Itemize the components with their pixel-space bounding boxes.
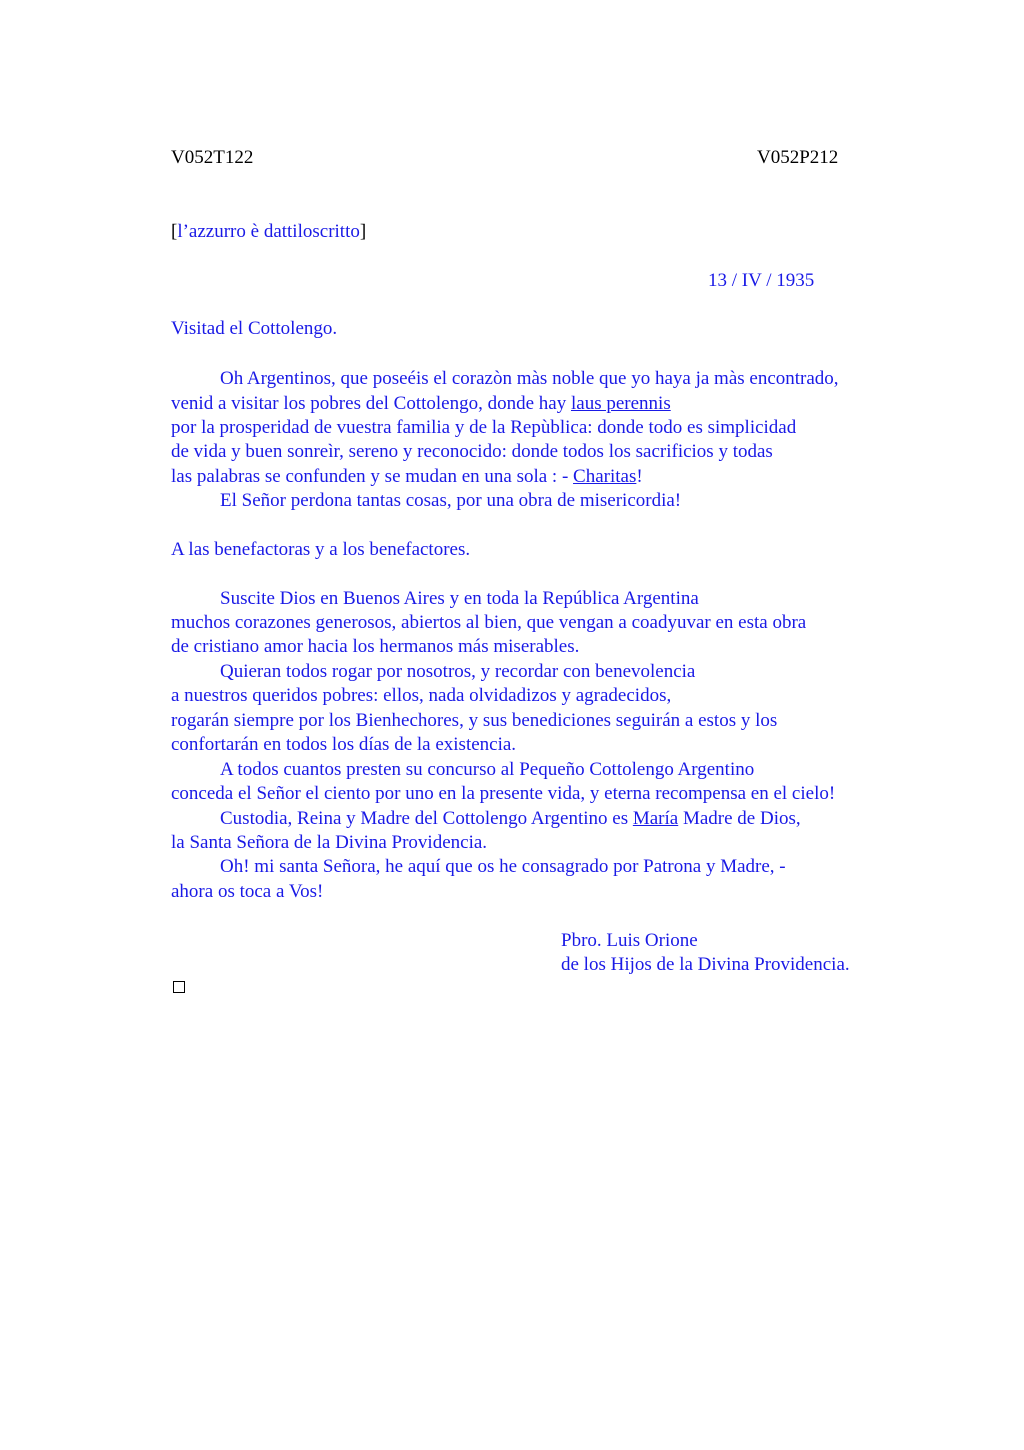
- section1-title: Visitad el Cottolengo.: [171, 318, 338, 339]
- section2-line: rogarán siempre por los Bienhechores, y sus benediciones seguirán a estos y los: [171, 710, 778, 731]
- section2-line: ahora os toca a Vos!: [171, 881, 324, 902]
- section2-line: Suscite Dios en Buenos Aires y en toda la República Argentina: [220, 588, 699, 609]
- signature-name: Pbro. Luis Orione: [561, 930, 698, 951]
- line-text: Custodia, Reina y Madre del Cottolengo Argentino es: [220, 808, 633, 829]
- section2-line: A todos cuantos presten su concurso al Pequeño Cottolengo Argentino: [220, 759, 755, 780]
- underlined-phrase-laus-perennis: laus perennis: [570, 393, 671, 414]
- line-text: Madre de Dios,: [678, 808, 801, 829]
- letter-date: 13 / IV / 1935: [708, 270, 815, 291]
- header-right-code: V052P212: [757, 147, 839, 168]
- section2-line: conceda el Señor el ciento por uno en la presente vida, y eterna recompensa en el cielo!: [171, 783, 836, 804]
- end-marker-square: [173, 981, 185, 993]
- line-text: venid a visitar los pobres del Cottolengo, donde hay: [171, 393, 571, 414]
- section2-line: Oh! mi santa Señora, he aquí que os he consagrado por Patrona y Madre, -: [220, 856, 786, 877]
- underlined-word-maria: María: [632, 808, 679, 829]
- section2-line: Quieran todos rogar por nosotros, y recordar con benevolencia: [220, 661, 696, 682]
- section1-line: por la prosperidad de vuestra familia y de la Repùblica: donde todo es simplicidad: [171, 417, 797, 438]
- section2-line: la Santa Señora de la Divina Providencia.: [171, 832, 488, 853]
- note-close-bracket: ]: [359, 221, 367, 242]
- note-text: l’azzurro è dattiloscritto: [177, 221, 360, 242]
- editorial-note: [171, 220, 366, 244]
- signature-affiliation: de los Hijos de la Divina Providencia.: [561, 954, 850, 975]
- section1-line: [171, 465, 643, 489]
- line-text: !: [636, 466, 643, 487]
- section2-line: muchos corazones generosos, abiertos al bien, que vengan a coadyuvar en esta obra: [171, 612, 807, 633]
- line-text: las palabras se confunden y se mudan en una sola : -: [171, 466, 574, 487]
- section2-line: [220, 807, 801, 831]
- section1-line: Oh Argentinos, que poseéis el corazòn màs noble que yo haya ja màs encontrado,: [220, 368, 839, 389]
- section2-line: a nuestros queridos pobres: ellos, nada olvidadizos y agradecidos,: [171, 685, 672, 706]
- section2-line: confortarán en todos los días de la existencia.: [171, 734, 517, 755]
- section2-title: A las benefactoras y a los benefactores.: [171, 539, 471, 560]
- section2-line: de cristiano amor hacia los hermanos más miserables.: [171, 636, 580, 657]
- section1-line: [171, 392, 671, 416]
- section1-line: El Señor perdona tantas cosas, por una obra de misericordia!: [220, 490, 682, 511]
- header-left-code: V052T122: [171, 147, 254, 168]
- note-open-bracket: [: [171, 221, 178, 242]
- underlined-word-charitas: Charitas: [573, 466, 637, 487]
- section1-line: de vida y buen sonreìr, sereno y reconocido: donde todos los sacrificios y todas: [171, 441, 773, 462]
